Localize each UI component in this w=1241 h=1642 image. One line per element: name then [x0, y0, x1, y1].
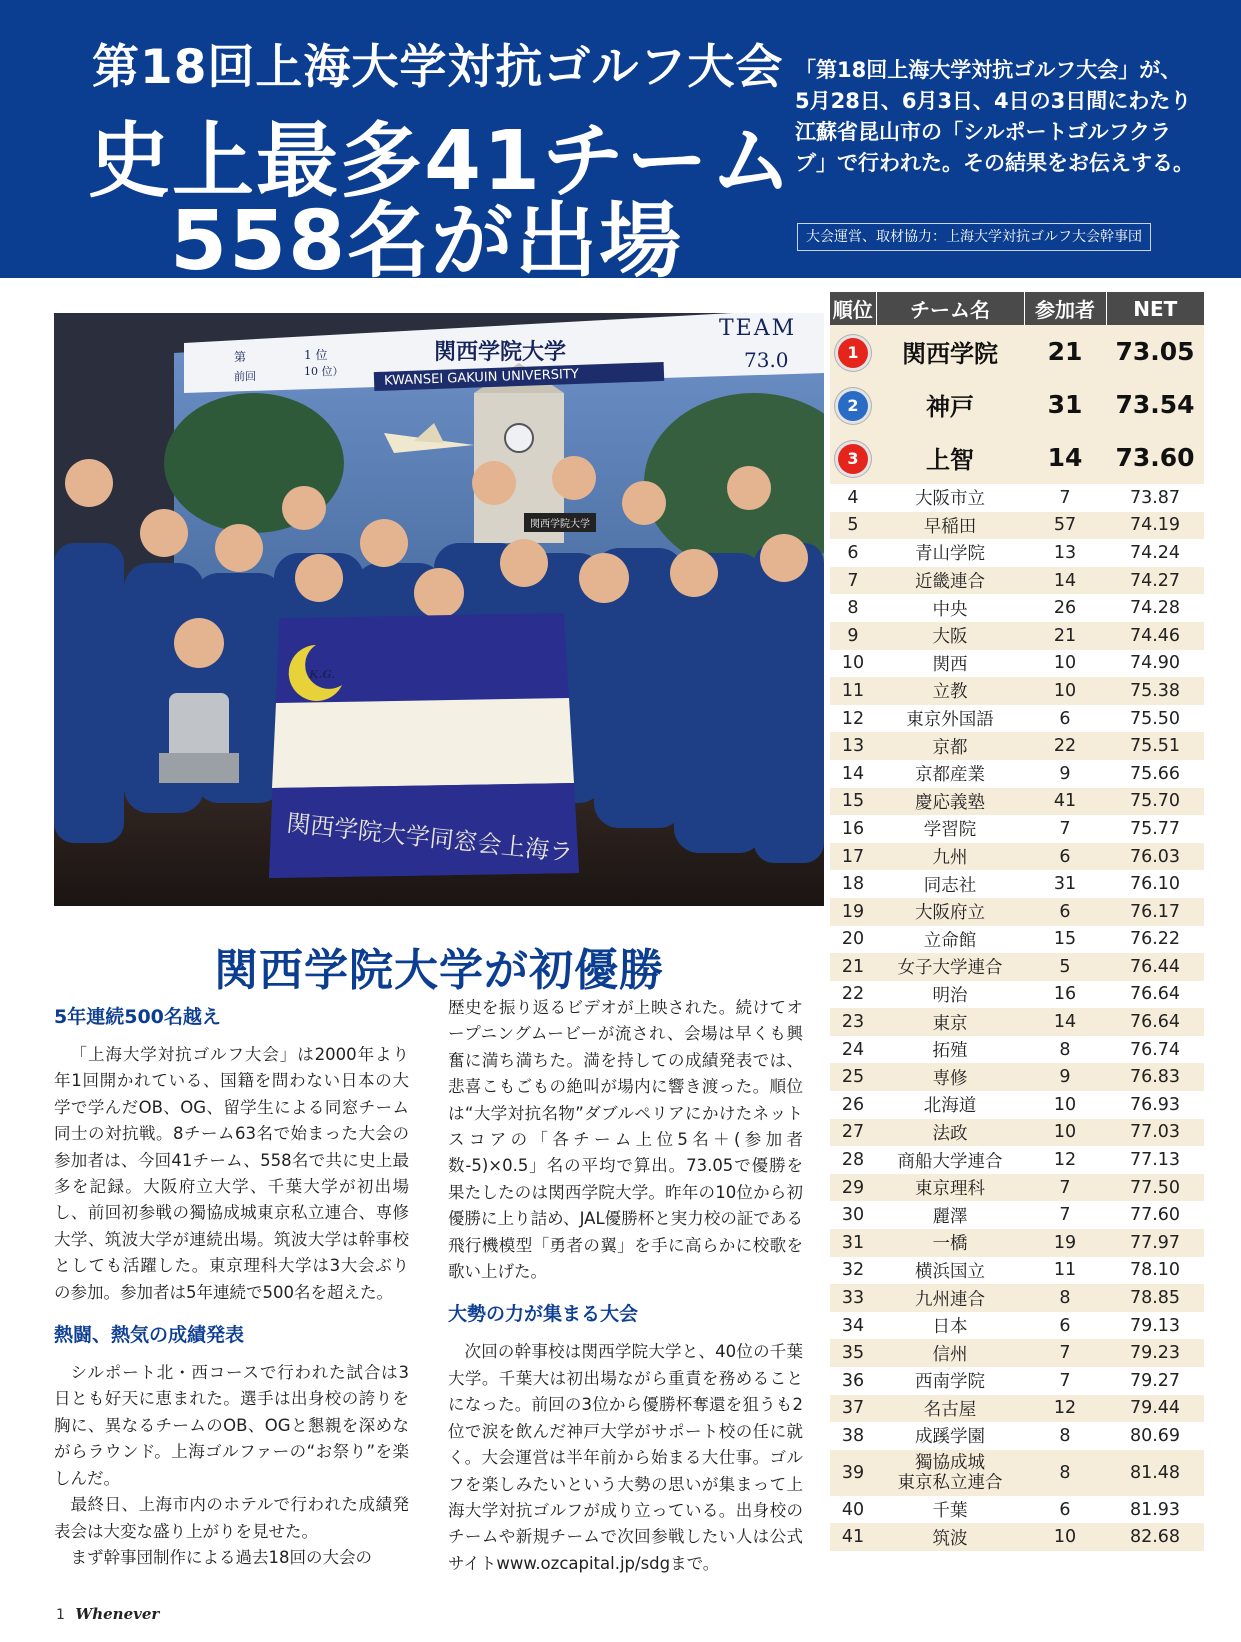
team-name: 女子大学連合	[897, 958, 1003, 979]
team-cell	[876, 484, 1024, 512]
table-row	[830, 594, 1204, 622]
net-cell: 76.83	[1106, 1063, 1204, 1091]
team-cell	[876, 1523, 1024, 1551]
players-cell: 14	[1024, 431, 1106, 484]
team-cell	[876, 732, 1024, 760]
rank-cell: 17	[830, 843, 876, 871]
team-name: 千葉	[932, 1501, 968, 1522]
team-name: 関西	[932, 654, 968, 675]
title-line-2: 史上最多41チーム	[88, 114, 795, 209]
rank-cell	[830, 325, 876, 378]
players-cell: 7	[1024, 1339, 1106, 1367]
team-name: 筑波	[932, 1528, 968, 1549]
table-row	[830, 1008, 1204, 1036]
team-name-line-2: 東京私立連合	[897, 1472, 1003, 1493]
rank-cell: 31	[830, 1229, 876, 1257]
players-cell: 7	[1024, 1201, 1106, 1229]
players-cell: 22	[1024, 732, 1106, 760]
players-cell: 6	[1024, 1312, 1106, 1340]
table-row	[830, 1496, 1204, 1524]
subheading: 熱闘、熱気の成績発表	[54, 1324, 245, 1347]
players-cell: 26	[1024, 594, 1106, 622]
paragraph: まず幹事団制作による過去18回の大会の	[70, 1547, 372, 1567]
net-cell: 74.27	[1106, 567, 1204, 595]
net-cell: 76.64	[1106, 981, 1204, 1009]
table-row	[830, 870, 1204, 898]
players-cell: 7	[1024, 484, 1106, 512]
team-name: 立教	[932, 682, 968, 703]
team-name: 青山学院	[915, 544, 985, 565]
players-cell: 11	[1024, 1257, 1106, 1285]
players-cell: 12	[1024, 1395, 1106, 1423]
net-cell: 77.03	[1106, 1119, 1204, 1147]
team-name: 大阪市立	[915, 489, 985, 510]
team-cell	[876, 1395, 1024, 1423]
net-cell: 77.60	[1106, 1201, 1204, 1229]
team-cell	[876, 760, 1024, 788]
table-row	[830, 378, 1204, 431]
table-row	[830, 1146, 1204, 1174]
rank-cell	[830, 378, 876, 431]
net-cell: 76.10	[1106, 870, 1204, 898]
team-cell	[876, 843, 1024, 871]
rank-cell: 20	[830, 926, 876, 954]
team-name: 拓殖	[932, 1041, 968, 1062]
table-row	[830, 1422, 1204, 1450]
rank-cell: 33	[830, 1284, 876, 1312]
rank-cell: 41	[830, 1523, 876, 1551]
table-row	[830, 650, 1204, 678]
rank-cell: 34	[830, 1312, 876, 1340]
rank-cell: 10	[830, 650, 876, 678]
net-cell: 77.13	[1106, 1146, 1204, 1174]
net-cell: 75.77	[1106, 815, 1204, 843]
team-name: 商船大学連合	[897, 1151, 1003, 1172]
net-cell: 75.38	[1106, 677, 1204, 705]
team-name: 信州	[932, 1344, 968, 1365]
players-cell: 10	[1024, 1119, 1106, 1147]
team-cell	[876, 1036, 1024, 1064]
page-number: 1	[56, 1607, 65, 1623]
team-name: 一橋	[932, 1234, 968, 1255]
table-row	[830, 981, 1204, 1009]
players-cell: 14	[1024, 567, 1106, 595]
team-name: 近畿連合	[915, 572, 985, 593]
team-cell	[876, 815, 1024, 843]
team-cell	[876, 650, 1024, 678]
table-row	[830, 539, 1204, 567]
players-cell: 5	[1024, 953, 1106, 981]
net-cell: 74.24	[1106, 539, 1204, 567]
table-row	[830, 705, 1204, 733]
rank-cell: 23	[830, 1008, 876, 1036]
title-line-1: 第18回上海大学対抗ゴルフ大会	[92, 40, 784, 95]
rank-cell: 12	[830, 705, 876, 733]
players-cell: 10	[1024, 1523, 1106, 1551]
rank-cell: 29	[830, 1174, 876, 1202]
net-cell: 76.64	[1106, 1008, 1204, 1036]
net-cell: 75.66	[1106, 760, 1204, 788]
paragraph: 「上海大学対抗ゴルフ大会」は2000年より年1回開かれている、国籍を問わない日本の大学で学んだOB、OG、留学生による同窓チーム同士の対抗戦。8チーム63名で始まった大会の参加者は、今回41チーム、558名で共に史上最多を記録。大阪府立大学、千葉大学が初出場し、前回初参戦の獨協成城東京私立連合、専修大学、筑波大学が連続出場。筑波大学は幹事校としても活躍した。東京理科大学は3大会ぶりの参加。参加者は5年連続で500名を超えた。	[54, 1045, 409, 1302]
team-cell	[876, 1063, 1024, 1091]
net-cell: 75.50	[1106, 705, 1204, 733]
rank-cell: 7	[830, 567, 876, 595]
net-cell: 73.87	[1106, 484, 1204, 512]
team-cell	[876, 677, 1024, 705]
net-cell: 78.10	[1106, 1257, 1204, 1285]
table-row	[830, 926, 1204, 954]
team-cell	[876, 1008, 1024, 1036]
table-row	[830, 1450, 1204, 1496]
table-row	[830, 325, 1204, 378]
players-cell: 6	[1024, 843, 1106, 871]
table-row	[830, 1091, 1204, 1119]
net-cell: 73.60	[1106, 431, 1204, 484]
header-rank: 順位	[830, 292, 876, 325]
net-cell: 79.23	[1106, 1339, 1204, 1367]
paragraph: 最終日、上海市内のホテルで行われた成績発表会は大変な盛り上がりを見せた。	[54, 1495, 409, 1541]
screen-prev-value: 10 位）	[304, 365, 344, 378]
header-team: チーム名	[876, 292, 1024, 325]
net-cell: 81.93	[1106, 1496, 1204, 1524]
team-name: 京都	[932, 737, 968, 758]
table-row	[830, 1063, 1204, 1091]
team-name: 同志社	[923, 875, 977, 896]
net-cell: 75.70	[1106, 788, 1204, 816]
players-cell: 12	[1024, 1146, 1106, 1174]
team-name: 慶応義塾	[915, 792, 985, 813]
table-row	[830, 1339, 1204, 1367]
net-cell: 76.17	[1106, 898, 1204, 926]
team-cell	[876, 705, 1024, 733]
subheading: 5年連続500名越え	[54, 1006, 221, 1028]
net-cell: 80.69	[1106, 1422, 1204, 1450]
players-cell: 7	[1024, 1367, 1106, 1395]
team-name: 東京理科	[915, 1179, 985, 1200]
page-footer	[56, 1605, 159, 1623]
team-cell	[876, 431, 1024, 484]
table-row	[830, 1229, 1204, 1257]
table-row	[830, 1395, 1204, 1423]
team-name: 麗澤	[932, 1206, 968, 1227]
team-name: 京都産業	[915, 765, 985, 786]
team-name: 関西学院	[902, 340, 998, 368]
screen-team-label: TEAM	[719, 316, 797, 341]
players-cell: 15	[1024, 926, 1106, 954]
paragraph: 次回の幹事校は関西学院大学と、40位の千葉大学。千葉大は初出場ながら重責を務めることになった。前回の3位から優勝杯奪還を狙うも2位で涙を飲んだ神戸大学がサポート校の任に就く。大会運営は半年前から始まる大仕事。ゴルフを楽しみたいという大勢の思いが集まって上海大学対抗ゴルフが成り立っている。出身校のチームや新規チームで次回参戦したい人は公式サイトwww.ozcapital.jp/sdgまで。	[448, 1342, 803, 1573]
banner-jp: 関西学院大学	[434, 339, 567, 365]
table-row	[830, 1284, 1204, 1312]
screen-score: 73.0	[744, 348, 789, 372]
title-line-3: 558名が出場	[170, 194, 684, 289]
screen-prev-label: 前回	[234, 370, 256, 383]
ranking-table	[830, 292, 1204, 1551]
rank-cell: 39	[830, 1450, 876, 1496]
team-name: 大阪府立	[915, 903, 985, 924]
net-cell: 74.46	[1106, 622, 1204, 650]
players-cell: 19	[1024, 1229, 1106, 1257]
flag-text: 関西学院大学同窓会上海ラ	[285, 809, 575, 867]
screen-rank-value: 1 位	[304, 348, 328, 362]
team-name: 九州連合	[915, 1289, 985, 1310]
header-banner	[0, 0, 1241, 289]
team-name: 大阪	[932, 627, 968, 648]
team-cell	[876, 594, 1024, 622]
team-cell	[876, 1146, 1024, 1174]
players-cell: 9	[1024, 1063, 1106, 1091]
net-cell: 79.13	[1106, 1312, 1204, 1340]
flag-emblem: K.G.	[309, 668, 336, 681]
table-row	[830, 1174, 1204, 1202]
team-cell	[876, 1312, 1024, 1340]
table-row	[830, 484, 1204, 512]
table-row	[830, 815, 1204, 843]
net-cell: 76.44	[1106, 953, 1204, 981]
team-cell	[876, 788, 1024, 816]
article-column-right	[448, 995, 803, 1577]
table-row	[830, 788, 1204, 816]
players-cell: 8	[1024, 1450, 1106, 1496]
players-cell: 7	[1024, 1174, 1106, 1202]
table-row	[830, 953, 1204, 981]
players-cell: 16	[1024, 981, 1106, 1009]
team-name: 横浜国立	[915, 1261, 985, 1282]
team-cell	[876, 981, 1024, 1009]
magazine-logo: Whenever	[75, 1605, 160, 1623]
team-name: 日本	[932, 1317, 968, 1338]
net-cell: 74.90	[1106, 650, 1204, 678]
net-cell: 76.03	[1106, 843, 1204, 871]
header-net: NET	[1106, 292, 1204, 325]
players-cell: 6	[1024, 1496, 1106, 1524]
team-name: 東京	[932, 1013, 968, 1034]
players-cell: 8	[1024, 1036, 1106, 1064]
net-cell: 76.93	[1106, 1091, 1204, 1119]
team-cell	[876, 567, 1024, 595]
team-photo-illustration	[54, 313, 824, 906]
rank-cell: 36	[830, 1367, 876, 1395]
medal-icon: 2	[838, 391, 868, 421]
team-cell	[876, 1174, 1024, 1202]
team-name: 上智	[926, 446, 974, 474]
team-name: 東京外国語	[906, 710, 994, 731]
rank-cell: 18	[830, 870, 876, 898]
team-cell	[876, 622, 1024, 650]
players-cell: 13	[1024, 539, 1106, 567]
rank-cell: 25	[830, 1063, 876, 1091]
rank-cell: 35	[830, 1339, 876, 1367]
paragraph: 歴史を振り返るビデオが上映された。続けてオープニングムービーが流され、会場は早くも興奮に満ち満ちた。満を持しての成績発表では、悲喜こもごもの絶叫が場内に響き渡った。順位は“大学対抗名物”ダブルペリアにかけたネットスコアの「各チーム上位5名＋(参加者数-5)×0.5」名の平均で算出。73.05で優勝を果たしたのは関西学院大学。昨年の10位から初優勝に上り詰め、JAL優勝杯と実力校の証である飛行機模型「勇者の翼」を手に高らかに校歌を歌い上げた。	[448, 998, 803, 1282]
screen-rank-label: 第	[234, 350, 247, 364]
net-cell: 79.27	[1106, 1367, 1204, 1395]
team-name: 立命館	[923, 930, 977, 951]
ranking-table-body	[830, 325, 1204, 1551]
players-cell: 6	[1024, 705, 1106, 733]
subheading: 大勢の力が集まる大会	[448, 1303, 639, 1326]
table-row	[830, 622, 1204, 650]
table-row	[830, 512, 1204, 540]
net-cell: 73.54	[1106, 378, 1204, 431]
players-cell: 14	[1024, 1008, 1106, 1036]
team-name: 北海道	[923, 1096, 977, 1117]
rank-cell: 15	[830, 788, 876, 816]
rank-cell: 19	[830, 898, 876, 926]
team-name: 専修	[932, 1068, 968, 1089]
players-cell: 57	[1024, 512, 1106, 540]
net-cell: 73.05	[1106, 325, 1204, 378]
table-row	[830, 843, 1204, 871]
table-row	[830, 732, 1204, 760]
table-row	[830, 1367, 1204, 1395]
article-column-left	[54, 1000, 409, 1571]
players-cell: 41	[1024, 788, 1106, 816]
table-row	[830, 760, 1204, 788]
rank-cell: 40	[830, 1496, 876, 1524]
net-cell: 77.97	[1106, 1229, 1204, 1257]
players-cell: 10	[1024, 677, 1106, 705]
held-card: 関西学院大学	[524, 513, 596, 532]
table-header-row	[830, 292, 1204, 325]
rank-cell: 9	[830, 622, 876, 650]
team-cell	[876, 1284, 1024, 1312]
rank-cell: 27	[830, 1119, 876, 1147]
rank-cell: 38	[830, 1422, 876, 1450]
rank-cell: 30	[830, 1201, 876, 1229]
rank-cell	[830, 431, 876, 484]
table-row	[830, 431, 1204, 484]
team-name: 西南学院	[915, 1372, 985, 1393]
team-cell	[876, 898, 1024, 926]
net-cell: 74.28	[1106, 594, 1204, 622]
team-name: 早稲田	[923, 516, 977, 537]
team-cell	[876, 512, 1024, 540]
net-cell: 79.44	[1106, 1395, 1204, 1423]
team-cell	[876, 1091, 1024, 1119]
players-cell: 21	[1024, 622, 1106, 650]
net-cell: 78.85	[1106, 1284, 1204, 1312]
rank-cell: 26	[830, 1091, 876, 1119]
team-cell	[876, 1201, 1024, 1229]
team-cell	[876, 1229, 1024, 1257]
rank-cell: 13	[830, 732, 876, 760]
team-cell	[876, 926, 1024, 954]
lead-paragraph: 「第18回上海大学対抗ゴルフ大会」が、5月28日、6月3日、4日の3日間にわたり江蘇省昆山市の「シルポートゴルフクラブ」で行われた。その結果をお伝えする。	[795, 58, 1194, 175]
medal-icon: 3	[838, 444, 868, 474]
rank-cell: 4	[830, 484, 876, 512]
team-cell	[876, 539, 1024, 567]
players-cell: 31	[1024, 378, 1106, 431]
rank-cell: 5	[830, 512, 876, 540]
table-row	[830, 1312, 1204, 1340]
rank-cell: 37	[830, 1395, 876, 1423]
rank-cell: 32	[830, 1257, 876, 1285]
team-cell	[876, 1339, 1024, 1367]
net-cell: 81.48	[1106, 1450, 1204, 1496]
team-name: 九州	[932, 848, 968, 869]
paragraph: シルポート北・西コースで行われた試合は3日とも好天に恵まれた。選手は出身校の誇りを胸に、異なるチームのOB、OGと懇親を深めながらラウンド。上海ゴルファーの“お祭り”を楽しんだ。	[54, 1363, 409, 1488]
players-cell: 10	[1024, 650, 1106, 678]
team-name: 中央	[932, 599, 968, 620]
rank-cell: 22	[830, 981, 876, 1009]
rank-cell: 6	[830, 539, 876, 567]
team-photo	[54, 313, 824, 906]
team-cell	[876, 1422, 1024, 1450]
rank-cell: 11	[830, 677, 876, 705]
table-row	[830, 1119, 1204, 1147]
table-row	[830, 1201, 1204, 1229]
table-row	[830, 567, 1204, 595]
header-players: 参加者	[1024, 292, 1106, 325]
team-cell	[876, 1367, 1024, 1395]
team-cell	[876, 325, 1024, 378]
team-name: 法政	[932, 1123, 968, 1144]
table-row	[830, 1257, 1204, 1285]
team-cell	[876, 953, 1024, 981]
table-row	[830, 1523, 1204, 1551]
net-cell: 75.51	[1106, 732, 1204, 760]
players-cell: 7	[1024, 815, 1106, 843]
credit-box: 大会運営、取材協力：上海大学対抗ゴルフ大会幹事団	[797, 223, 1151, 251]
rank-cell: 8	[830, 594, 876, 622]
rank-cell: 16	[830, 815, 876, 843]
team-name: 獨協成城	[915, 1452, 985, 1473]
table-row	[830, 898, 1204, 926]
team-cell	[876, 1450, 1024, 1496]
players-cell: 6	[1024, 898, 1106, 926]
team-name: 成蹊学園	[915, 1427, 985, 1448]
net-cell: 74.19	[1106, 512, 1204, 540]
team-name: 神戸	[926, 393, 974, 421]
rank-cell: 21	[830, 953, 876, 981]
table-row	[830, 1036, 1204, 1064]
players-cell: 21	[1024, 325, 1106, 378]
players-cell: 8	[1024, 1284, 1106, 1312]
table-row	[830, 677, 1204, 705]
players-cell: 10	[1024, 1091, 1106, 1119]
team-cell	[876, 870, 1024, 898]
team-cell	[876, 378, 1024, 431]
net-cell: 82.68	[1106, 1523, 1204, 1551]
team-name: 学習院	[923, 820, 977, 841]
players-cell: 31	[1024, 870, 1106, 898]
team-cell	[876, 1257, 1024, 1285]
rank-cell: 24	[830, 1036, 876, 1064]
team-cell	[876, 1119, 1024, 1147]
banner-en: KWANSEI GAKUIN UNIVERSITY	[374, 362, 664, 391]
team-name: 名古屋	[923, 1399, 977, 1420]
team-cell	[876, 1496, 1024, 1524]
rank-cell: 28	[830, 1146, 876, 1174]
players-cell: 9	[1024, 760, 1106, 788]
rank-cell: 14	[830, 760, 876, 788]
article-headline: 関西学院大学が初優勝	[214, 945, 664, 996]
net-cell: 76.22	[1106, 926, 1204, 954]
medal-icon: 1	[838, 338, 868, 368]
players-cell: 8	[1024, 1422, 1106, 1450]
net-cell: 76.74	[1106, 1036, 1204, 1064]
team-name: 明治	[932, 985, 968, 1006]
net-cell: 77.50	[1106, 1174, 1204, 1202]
